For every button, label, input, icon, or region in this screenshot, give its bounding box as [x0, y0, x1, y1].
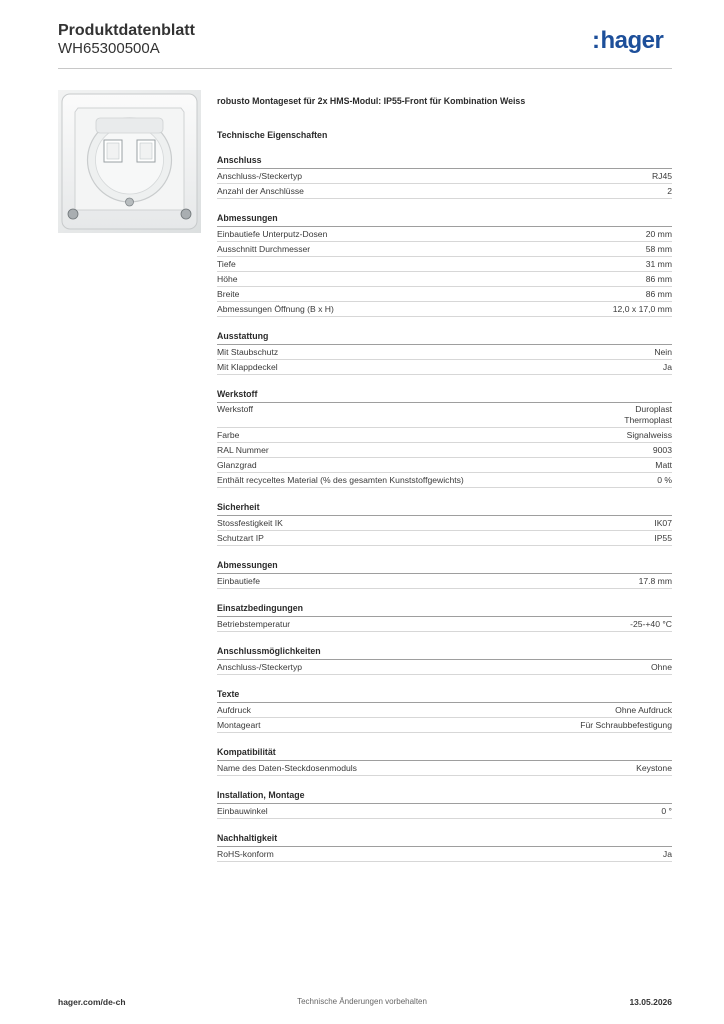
spec-label: Ausschnitt Durchmesser	[217, 244, 311, 254]
spec-value: Ja	[662, 362, 672, 372]
spec-value: Ohne Aufdruck	[615, 705, 672, 715]
brand-name: hager	[600, 27, 664, 54]
spec-label: Mit Staubschutz	[217, 347, 279, 357]
spec-label: Tiefe	[217, 259, 236, 269]
spec-value: 58 mm	[645, 244, 672, 254]
spec-section	[217, 213, 672, 317]
spec-label: RAL Nummer	[217, 445, 269, 455]
spec-value: 0 °	[661, 806, 672, 816]
spec-row	[217, 302, 672, 317]
spec-value: 2	[667, 186, 672, 196]
section-title: Sicherheit	[217, 502, 672, 516]
section-title: Anschluss	[217, 155, 672, 169]
spec-label: Glanzgrad	[217, 460, 257, 470]
spec-label: Anschluss-/Steckertyp	[217, 171, 303, 181]
spec-label: Einbauwinkel	[217, 806, 268, 816]
spec-label: Einbautiefe	[217, 576, 261, 586]
spec-row	[217, 516, 672, 531]
section-title: Werkstoff	[217, 389, 672, 403]
spec-section	[217, 689, 672, 733]
spec-value: Für Schraubbefestigung	[580, 720, 672, 730]
spec-value: Nein	[654, 347, 672, 357]
spec-row	[217, 403, 672, 428]
spec-row	[217, 473, 672, 488]
section-title: Texte	[217, 689, 672, 703]
spec-section	[217, 790, 672, 819]
spec-label: Enthält recyceltes Material (% des gesamten Kunststoffgewichts)	[217, 475, 464, 485]
spec-value: 12,0 x 17,0 mm	[612, 304, 672, 314]
spec-row	[217, 660, 672, 675]
spec-row	[217, 703, 672, 718]
spec-row	[217, 574, 672, 589]
spec-label: Aufdruck	[217, 705, 251, 715]
spec-value: Ohne	[650, 662, 672, 672]
spec-label: Schutzart IP	[217, 533, 264, 543]
spec-sections	[217, 155, 672, 862]
spec-label: Breite	[217, 289, 240, 299]
section-title: Abmessungen	[217, 213, 672, 227]
datasheet-content	[217, 95, 672, 862]
spec-value: 9003	[652, 445, 672, 455]
spec-label: Anzahl der Anschlüsse	[217, 186, 304, 196]
spec-row	[217, 242, 672, 257]
spec-section	[217, 603, 672, 632]
spec-label: Stossfestigkeit IK	[217, 518, 283, 528]
spec-row	[217, 287, 672, 302]
spec-label: Höhe	[217, 274, 238, 284]
spec-row	[217, 169, 672, 184]
technical-properties-heading: Technische Eigenschaften	[217, 130, 328, 140]
spec-label: Farbe	[217, 430, 240, 440]
spec-row	[217, 184, 672, 199]
spec-row	[217, 428, 672, 443]
product-description: robusto Montageset für 2x HMS-Modul: IP55-Front für Kombination Weiss	[217, 96, 526, 106]
footer-disclaimer: Technische Änderungen vorbehalten	[297, 997, 427, 1006]
spec-row	[217, 761, 672, 776]
spec-value: 86 mm	[645, 274, 672, 284]
spec-section	[217, 833, 672, 862]
spec-label: RoHS-konform	[217, 849, 274, 859]
header-divider	[58, 68, 672, 69]
page-title: Produktdatenblatt	[58, 22, 195, 39]
product-image	[58, 90, 201, 233]
spec-value: 0 %	[657, 475, 672, 485]
section-title: Kompatibilität	[217, 747, 672, 761]
section-title: Einsatzbedingungen	[217, 603, 672, 617]
footer-website: hager.com/de-ch	[58, 997, 126, 1007]
section-title: Installation, Montage	[217, 790, 672, 804]
spec-value: Matt	[655, 460, 672, 470]
footer-date: 13.05.2026	[629, 997, 672, 1007]
spec-section	[217, 389, 672, 488]
spec-label: Einbautiefe Unterputz-Dosen	[217, 229, 328, 239]
spec-label: Name des Daten-Steckdosenmoduls	[217, 763, 357, 773]
spec-value: Keystone	[636, 763, 672, 773]
section-title: Nachhaltigkeit	[217, 833, 672, 847]
spec-value: 20 mm	[645, 229, 672, 239]
spec-section	[217, 560, 672, 589]
spec-row	[217, 227, 672, 242]
spec-section	[217, 331, 672, 375]
spec-label: Werkstoff	[217, 404, 253, 414]
spec-value: 17.8 mm	[638, 576, 672, 586]
hager-logo: :hager	[592, 27, 664, 54]
spec-label: Betriebstemperatur	[217, 619, 291, 629]
spec-value: IK07	[654, 518, 672, 528]
spec-row	[217, 458, 672, 473]
spec-row	[217, 257, 672, 272]
spec-label: Anschluss-/Steckertyp	[217, 662, 303, 672]
spec-section	[217, 155, 672, 199]
spec-row	[217, 617, 672, 632]
spec-row	[217, 804, 672, 819]
spec-row	[217, 345, 672, 360]
spec-value: IP55	[654, 533, 672, 543]
section-title: Ausstattung	[217, 331, 672, 345]
spec-row	[217, 531, 672, 546]
spec-value: 86 mm	[645, 289, 672, 299]
spec-label: Abmessungen Öffnung (B x H)	[217, 304, 334, 314]
spec-value: Ja	[662, 849, 672, 859]
spec-value: RJ45	[651, 171, 672, 181]
spec-value: Signalweiss	[626, 430, 672, 440]
spec-section	[217, 646, 672, 675]
spec-label: Montageart	[217, 720, 261, 730]
spec-row	[217, 847, 672, 862]
spec-value: Duroplast Thermoplast	[624, 404, 672, 425]
section-title: Abmessungen	[217, 560, 672, 574]
spec-row	[217, 360, 672, 375]
spec-label: Mit Klappdeckel	[217, 362, 278, 372]
spec-value: -25-+40 °C	[630, 619, 672, 629]
spec-row	[217, 272, 672, 287]
spec-section	[217, 747, 672, 776]
spec-value: 31 mm	[645, 259, 672, 269]
spec-row	[217, 718, 672, 733]
spec-row	[217, 443, 672, 458]
article-number: WH65300500A	[58, 40, 160, 57]
section-title: Anschlussmöglichkeiten	[217, 646, 672, 660]
spec-section	[217, 502, 672, 546]
